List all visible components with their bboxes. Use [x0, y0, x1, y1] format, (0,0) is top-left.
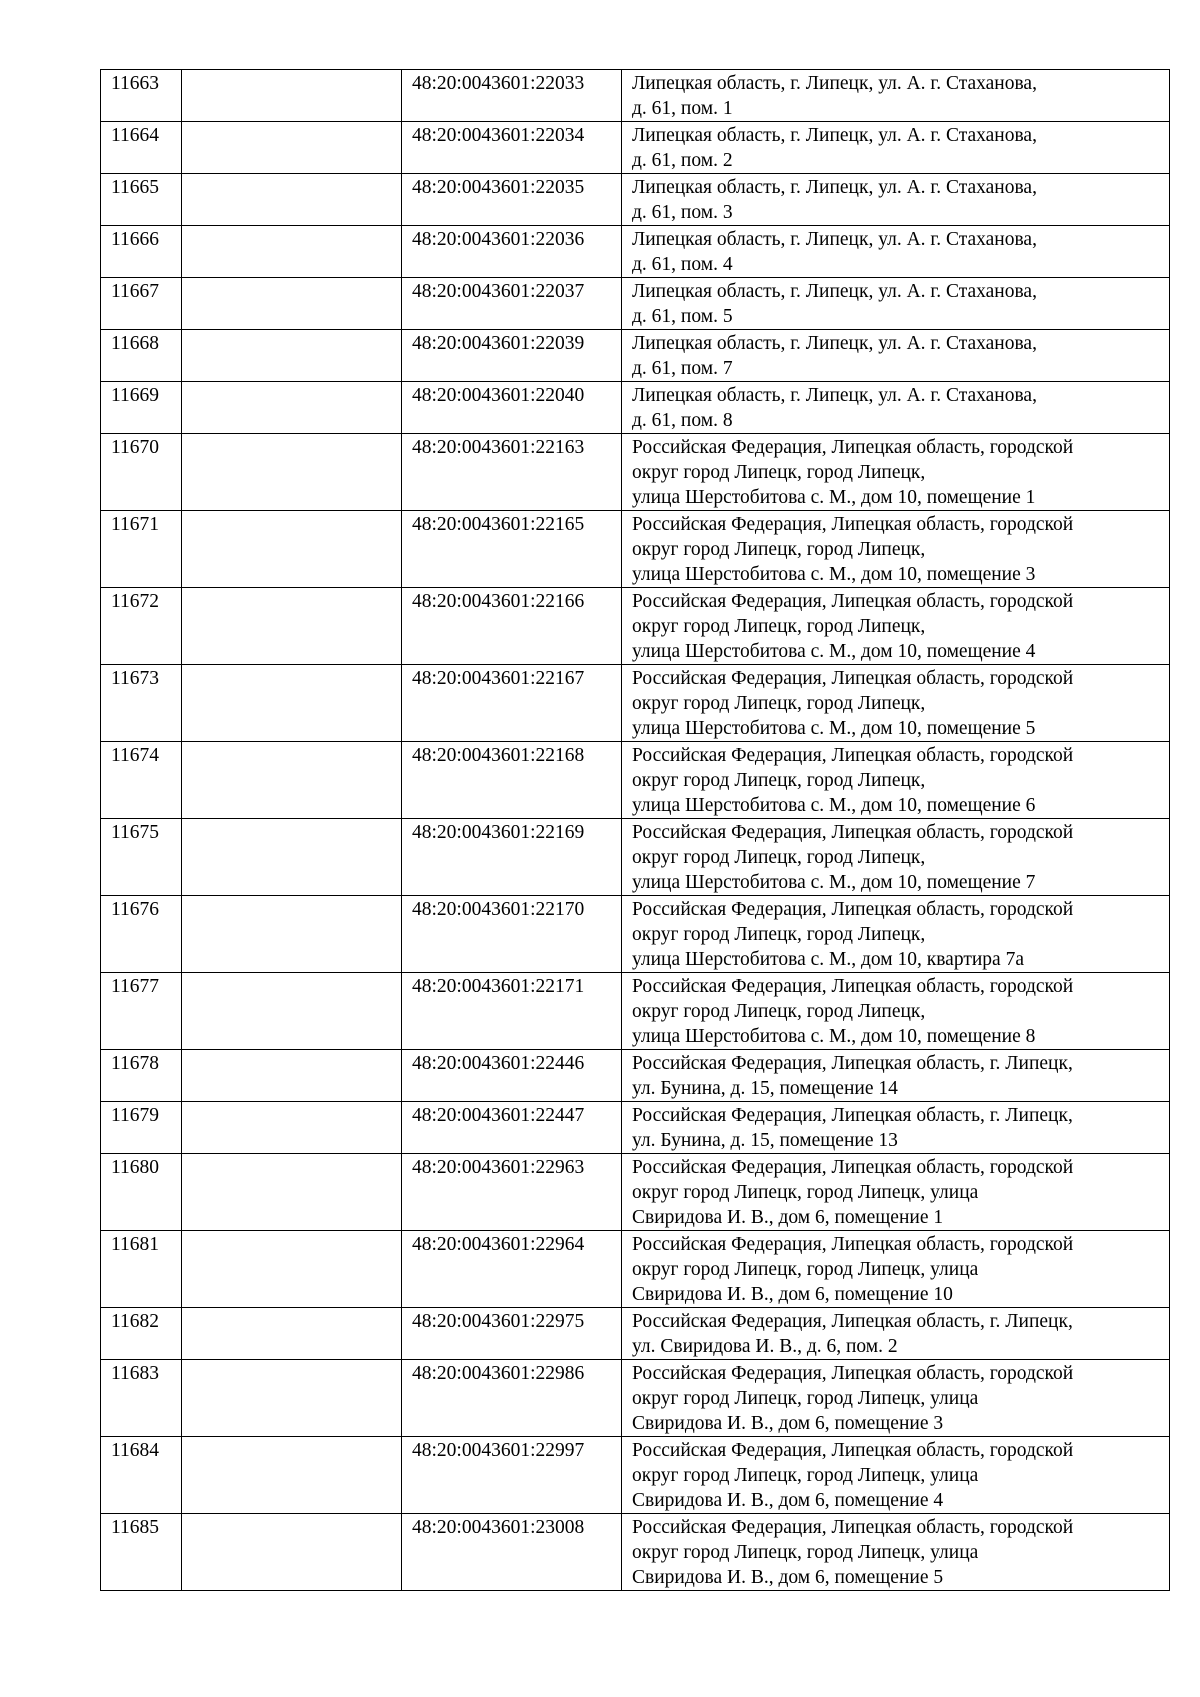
address-cell: [622, 511, 1170, 588]
table-row: [101, 174, 1170, 226]
row-number-cell: 11666: [101, 226, 182, 278]
row-number-cell: 11668: [101, 330, 182, 382]
cadastral-number-cell: 48:20:0043601:22975: [402, 1308, 622, 1360]
address-line: Российская Федерация, Липецкая область, городской: [632, 976, 1074, 997]
address-line: Липецкая область, г. Липецк, ул. А. г. Стаханова,: [632, 281, 1037, 302]
cadastral-number-cell: 48:20:0043601:22170: [402, 896, 622, 973]
address-line: округ город Липецк, город Липецк, улица: [632, 1259, 979, 1280]
cadastral-number-cell: 48:20:0043601:22034: [402, 122, 622, 174]
row-number-cell: 11664: [101, 122, 182, 174]
row-empty-cell: [182, 122, 402, 174]
address-cell: [622, 1514, 1170, 1591]
address-cell: [622, 226, 1170, 278]
cadastral-number-cell: 48:20:0043601:22446: [402, 1050, 622, 1102]
address-line: Липецкая область, г. Липецк, ул. А. г. Стаханова,: [632, 177, 1037, 198]
address-line: округ город Липецк, город Липецк,: [632, 1001, 926, 1022]
row-empty-cell: [182, 70, 402, 122]
address-cell: [622, 819, 1170, 896]
address-line: улица Шерстобитова с. М., дом 10, помещение 1: [632, 487, 1036, 508]
cadastral-number-cell: 48:20:0043601:22163: [402, 434, 622, 511]
cadastral-number-cell: 48:20:0043601:22039: [402, 330, 622, 382]
address-line: Липецкая область, г. Липецк, ул. А. г. Стаханова,: [632, 333, 1037, 354]
row-empty-cell: [182, 226, 402, 278]
cadastral-number-cell: 48:20:0043601:22964: [402, 1231, 622, 1308]
address-line: Свиридова И. В., дом 6, помещение 3: [632, 1413, 944, 1434]
row-number-cell: 11679: [101, 1102, 182, 1154]
row-number-cell: 11683: [101, 1360, 182, 1437]
address-line: улица Шерстобитова с. М., дом 10, помещение 5: [632, 718, 1036, 739]
address-line: Российская Федерация, Липецкая область, городской: [632, 1363, 1074, 1384]
table-row: [101, 973, 1170, 1050]
address-line: округ город Липецк, город Липецк, улица: [632, 1465, 979, 1486]
address-line: Свиридова И. В., дом 6, помещение 5: [632, 1567, 944, 1588]
address-cell: [622, 434, 1170, 511]
address-cell: [622, 896, 1170, 973]
address-line: ул. Бунина, д. 15, помещение 14: [632, 1078, 898, 1099]
address-line: округ город Липецк, город Липецк, улица: [632, 1182, 979, 1203]
table-row: [101, 742, 1170, 819]
row-number-cell: 11672: [101, 588, 182, 665]
address-line: Липецкая область, г. Липецк, ул. А. г. Стаханова,: [632, 73, 1037, 94]
cadastral-number-cell: 48:20:0043601:23008: [402, 1514, 622, 1591]
cadastral-number-cell: 48:20:0043601:22035: [402, 174, 622, 226]
cadastral-number-cell: 48:20:0043601:22040: [402, 382, 622, 434]
address-line: Липецкая область, г. Липецк, ул. А. г. Стаханова,: [632, 125, 1037, 146]
row-empty-cell: [182, 1154, 402, 1231]
row-empty-cell: [182, 973, 402, 1050]
row-empty-cell: [182, 1102, 402, 1154]
row-empty-cell: [182, 1514, 402, 1591]
address-line: Липецкая область, г. Липецк, ул. А. г. Стаханова,: [632, 385, 1037, 406]
table-row: [101, 330, 1170, 382]
address-line: округ город Липецк, город Липецк,: [632, 847, 926, 868]
table-row: [101, 1437, 1170, 1514]
address-line: д. 61, пом. 1: [632, 98, 733, 119]
address-line: Российская Федерация, Липецкая область, городской: [632, 822, 1074, 843]
row-empty-cell: [182, 1437, 402, 1514]
row-number-cell: 11678: [101, 1050, 182, 1102]
address-line: Российская Федерация, Липецкая область, городской: [632, 1234, 1074, 1255]
table-row: [101, 1308, 1170, 1360]
address-line: д. 61, пом. 5: [632, 306, 733, 327]
address-line: Свиридова И. В., дом 6, помещение 10: [632, 1284, 953, 1305]
address-line: округ город Липецк, город Липецк,: [632, 770, 926, 791]
address-line: улица Шерстобитова с. М., дом 10, помещение 4: [632, 641, 1036, 662]
row-number-cell: 11663: [101, 70, 182, 122]
address-line: д. 61, пом. 4: [632, 254, 733, 275]
row-number-cell: 11669: [101, 382, 182, 434]
row-number-cell: 11665: [101, 174, 182, 226]
cadastral-number-cell: 48:20:0043601:22033: [402, 70, 622, 122]
table-row: [101, 70, 1170, 122]
address-line: Российская Федерация, Липецкая область, городской: [632, 1157, 1074, 1178]
address-line: Российская Федерация, Липецкая область, городской: [632, 437, 1074, 458]
table-row: [101, 382, 1170, 434]
address-cell: [622, 1102, 1170, 1154]
address-line: Российская Федерация, Липецкая область, г. Липецк,: [632, 1105, 1073, 1126]
row-number-cell: 11671: [101, 511, 182, 588]
row-number-cell: 11680: [101, 1154, 182, 1231]
table-row: [101, 819, 1170, 896]
cadastral-number-cell: 48:20:0043601:22171: [402, 973, 622, 1050]
row-empty-cell: [182, 588, 402, 665]
cadastral-number-cell: 48:20:0043601:22168: [402, 742, 622, 819]
address-cell: [622, 1050, 1170, 1102]
table-row: [101, 896, 1170, 973]
address-line: Российская Федерация, Липецкая область, городской: [632, 1517, 1074, 1538]
address-line: Свиридова И. В., дом 6, помещение 4: [632, 1490, 944, 1511]
address-line: округ город Липецк, город Липецк,: [632, 924, 926, 945]
row-empty-cell: [182, 1231, 402, 1308]
cadastral-number-cell: 48:20:0043601:22997: [402, 1437, 622, 1514]
address-line: ул. Бунина, д. 15, помещение 13: [632, 1130, 898, 1151]
address-line: Российская Федерация, Липецкая область, г. Липецк,: [632, 1053, 1073, 1074]
address-line: Российская Федерация, Липецкая область, городской: [632, 591, 1074, 612]
row-number-cell: 11685: [101, 1514, 182, 1591]
address-line: округ город Липецк, город Липецк,: [632, 616, 926, 637]
row-empty-cell: [182, 434, 402, 511]
address-line: д. 61, пом. 2: [632, 150, 733, 171]
row-number-cell: 11667: [101, 278, 182, 330]
address-line: улица Шерстобитова с. М., дом 10, помещение 6: [632, 795, 1036, 816]
cadastral-number-cell: 48:20:0043601:22963: [402, 1154, 622, 1231]
row-empty-cell: [182, 174, 402, 226]
row-empty-cell: [182, 896, 402, 973]
row-empty-cell: [182, 511, 402, 588]
cadastral-number-cell: 48:20:0043601:22447: [402, 1102, 622, 1154]
table-row: [101, 588, 1170, 665]
address-cell: [622, 122, 1170, 174]
address-line: Российская Федерация, Липецкая область, городской: [632, 899, 1074, 920]
cadastral-number-cell: 48:20:0043601:22036: [402, 226, 622, 278]
row-empty-cell: [182, 1050, 402, 1102]
table-row: [101, 665, 1170, 742]
address-line: д. 61, пом. 3: [632, 202, 733, 223]
cadastral-number-cell: 48:20:0043601:22169: [402, 819, 622, 896]
address-cell: [622, 330, 1170, 382]
address-cell: [622, 742, 1170, 819]
row-number-cell: 11677: [101, 973, 182, 1050]
address-line: улица Шерстобитова с. М., дом 10, квартира 7а: [632, 949, 1024, 970]
address-line: округ город Липецк, город Липецк, улица: [632, 1542, 979, 1563]
table-row: [101, 434, 1170, 511]
table-row: [101, 1360, 1170, 1437]
address-cell: [622, 973, 1170, 1050]
table-row: [101, 122, 1170, 174]
row-number-cell: 11681: [101, 1231, 182, 1308]
address-cell: [622, 1231, 1170, 1308]
row-number-cell: 11676: [101, 896, 182, 973]
address-cell: [622, 174, 1170, 226]
row-number-cell: 11673: [101, 665, 182, 742]
row-number-cell: 11682: [101, 1308, 182, 1360]
address-line: округ город Липецк, город Липецк,: [632, 462, 926, 483]
table-row: [101, 1050, 1170, 1102]
table-row: [101, 1514, 1170, 1591]
row-number-cell: 11670: [101, 434, 182, 511]
address-line: округ город Липецк, город Липецк,: [632, 693, 926, 714]
address-line: Свиридова И. В., дом 6, помещение 1: [632, 1207, 944, 1228]
address-line: д. 61, пом. 7: [632, 358, 733, 379]
row-empty-cell: [182, 1308, 402, 1360]
address-line: Российская Федерация, Липецкая область, городской: [632, 514, 1074, 535]
row-number-cell: 11684: [101, 1437, 182, 1514]
address-line: Российская Федерация, Липецкая область, городской: [632, 1440, 1074, 1461]
cadastral-number-cell: 48:20:0043601:22166: [402, 588, 622, 665]
row-empty-cell: [182, 819, 402, 896]
row-empty-cell: [182, 278, 402, 330]
table-row: [101, 226, 1170, 278]
address-cell: [622, 665, 1170, 742]
address-cell: [622, 1437, 1170, 1514]
address-line: улица Шерстобитова с. М., дом 10, помещение 8: [632, 1026, 1036, 1047]
address-line: округ город Липецк, город Липецк,: [632, 539, 926, 560]
row-empty-cell: [182, 665, 402, 742]
address-line: Российская Федерация, Липецкая область, городской: [632, 668, 1074, 689]
row-empty-cell: [182, 330, 402, 382]
address-line: Российская Федерация, Липецкая область, г. Липецк,: [632, 1311, 1073, 1332]
address-cell: [622, 1308, 1170, 1360]
address-cell: [622, 70, 1170, 122]
cadastral-number-cell: 48:20:0043601:22167: [402, 665, 622, 742]
row-number-cell: 11674: [101, 742, 182, 819]
table-row: [101, 1231, 1170, 1308]
address-cell: [622, 1154, 1170, 1231]
address-line: ул. Свиридова И. В., д. 6, пом. 2: [632, 1336, 898, 1357]
address-cell: [622, 382, 1170, 434]
table-row: [101, 511, 1170, 588]
row-empty-cell: [182, 742, 402, 819]
address-cell: [622, 588, 1170, 665]
address-line: улица Шерстобитова с. М., дом 10, помещение 3: [632, 564, 1036, 585]
address-line: д. 61, пом. 8: [632, 410, 733, 431]
address-cell: [622, 278, 1170, 330]
table-row: [101, 1102, 1170, 1154]
table-row: [101, 278, 1170, 330]
row-empty-cell: [182, 382, 402, 434]
address-cell: [622, 1360, 1170, 1437]
row-empty-cell: [182, 1360, 402, 1437]
cadastral-number-cell: 48:20:0043601:22986: [402, 1360, 622, 1437]
address-line: округ город Липецк, город Липецк, улица: [632, 1388, 979, 1409]
address-line: Российская Федерация, Липецкая область, городской: [632, 745, 1074, 766]
row-number-cell: 11675: [101, 819, 182, 896]
address-line: улица Шерстобитова с. М., дом 10, помещение 7: [632, 872, 1036, 893]
cadastral-number-cell: 48:20:0043601:22165: [402, 511, 622, 588]
cadastral-number-cell: 48:20:0043601:22037: [402, 278, 622, 330]
registry-table-body: [101, 70, 1170, 1591]
address-line: Липецкая область, г. Липецк, ул. А. г. Стаханова,: [632, 229, 1037, 250]
registry-table: [100, 69, 1170, 1591]
table-row: [101, 1154, 1170, 1231]
